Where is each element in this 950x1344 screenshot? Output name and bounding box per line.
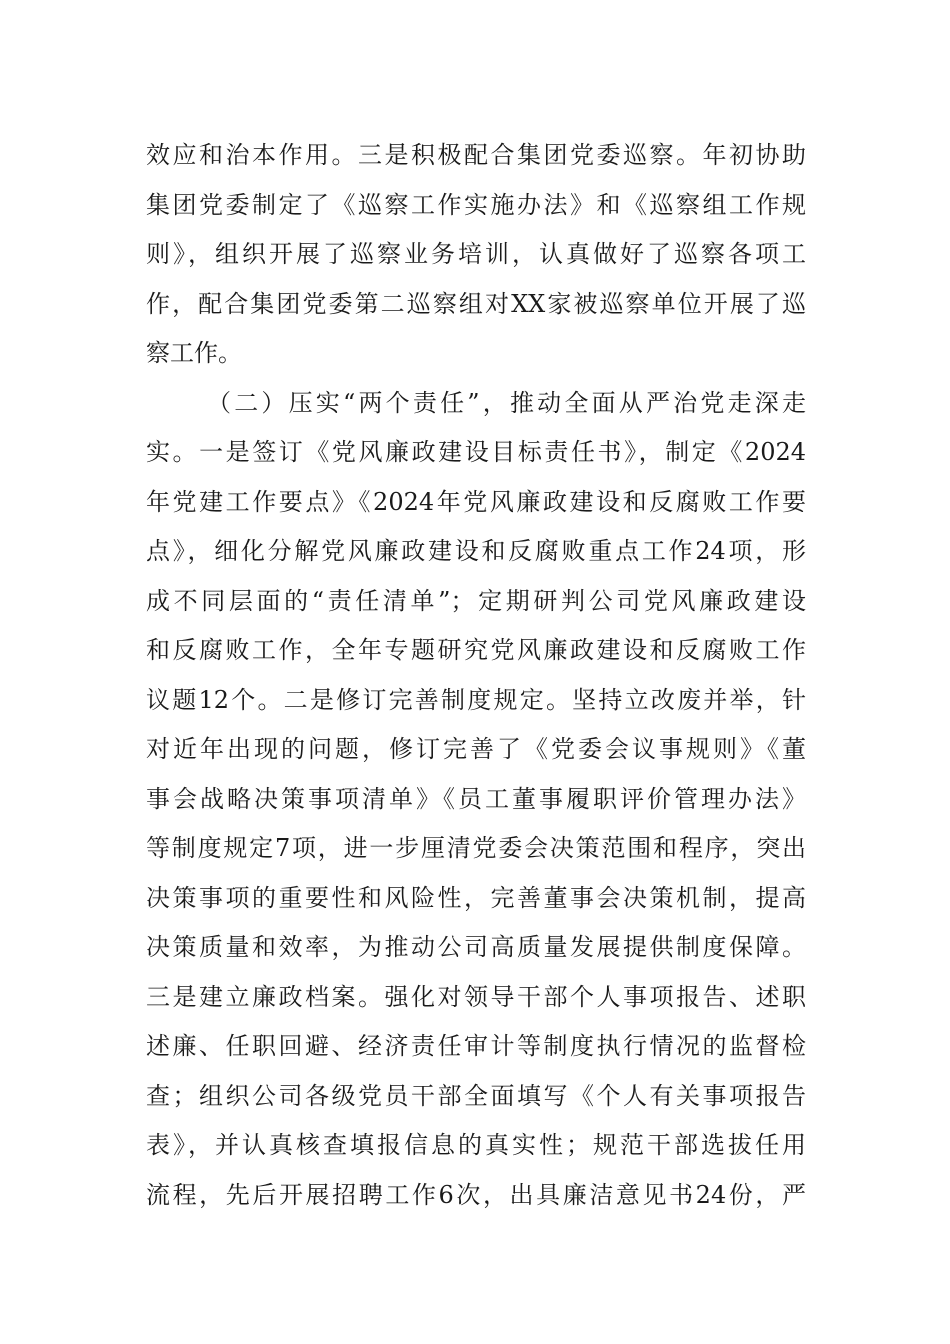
text-line: 事会战略决策事项清单》《员工董事履职评价管理办法》 <box>146 785 806 813</box>
section-heading-line: （二）压实“两个责任”，推动全面从严治党走深走 <box>207 389 806 417</box>
text-line: 效应和治本作用。三是积极配合集团党委巡察。年初协助 <box>146 141 806 169</box>
text-line: 年党建工作要点》《2024年党风廉政建设和反腐败工作要 <box>146 488 806 516</box>
text-line: 决策事项的重要性和风险性，完善董事会决策机制，提高 <box>146 884 806 912</box>
text-line: 成不同层面的“责任清单”；定期研判公司党风廉政建设 <box>146 587 806 615</box>
text-line: 作，配合集团党委第二巡察组对XX家被巡察单位开展了巡 <box>146 290 806 318</box>
text-line: 表》，并认真核查填报信息的真实性；规范干部选拔任用 <box>146 1131 806 1159</box>
text-line: 集团党委制定了《巡察工作实施办法》和《巡察组工作规 <box>146 191 806 219</box>
text-line: 决策质量和效率，为推动公司高质量发展提供制度保障。 <box>146 933 806 961</box>
text-line: 则》，组织开展了巡察业务培训，认真做好了巡察各项工 <box>146 240 806 268</box>
text-line: 和反腐败工作，全年专题研究党风廉政建设和反腐败工作 <box>146 636 806 664</box>
text-line: 述廉、任职回避、经济责任审计等制度执行情况的监督检 <box>146 1032 806 1060</box>
text-line: 点》，细化分解党风廉政建设和反腐败重点工作24项，形 <box>146 537 806 565</box>
text-line: 对近年出现的问题，修订完善了《党委会议事规则》《董 <box>146 735 806 763</box>
text-line: 流程，先后开展招聘工作6次，出具廉洁意见书24份，严 <box>146 1181 806 1209</box>
text-line: 实。一是签订《党风廉政建设目标责任书》，制定《2024 <box>146 438 806 466</box>
text-line: 议题12个。二是修订完善制度规定。坚持立改废并举，针 <box>146 686 806 714</box>
text-line: 查；组织公司各级党员干部全面填写《个人有关事项报告 <box>146 1082 806 1110</box>
text-line: 察工作。 <box>146 339 242 367</box>
text-line: 等制度规定7项，进一步厘清党委会决策范围和程序，突出 <box>146 834 806 862</box>
text-line: 三是建立廉政档案。强化对领导干部个人事项报告、述职 <box>146 983 806 1011</box>
